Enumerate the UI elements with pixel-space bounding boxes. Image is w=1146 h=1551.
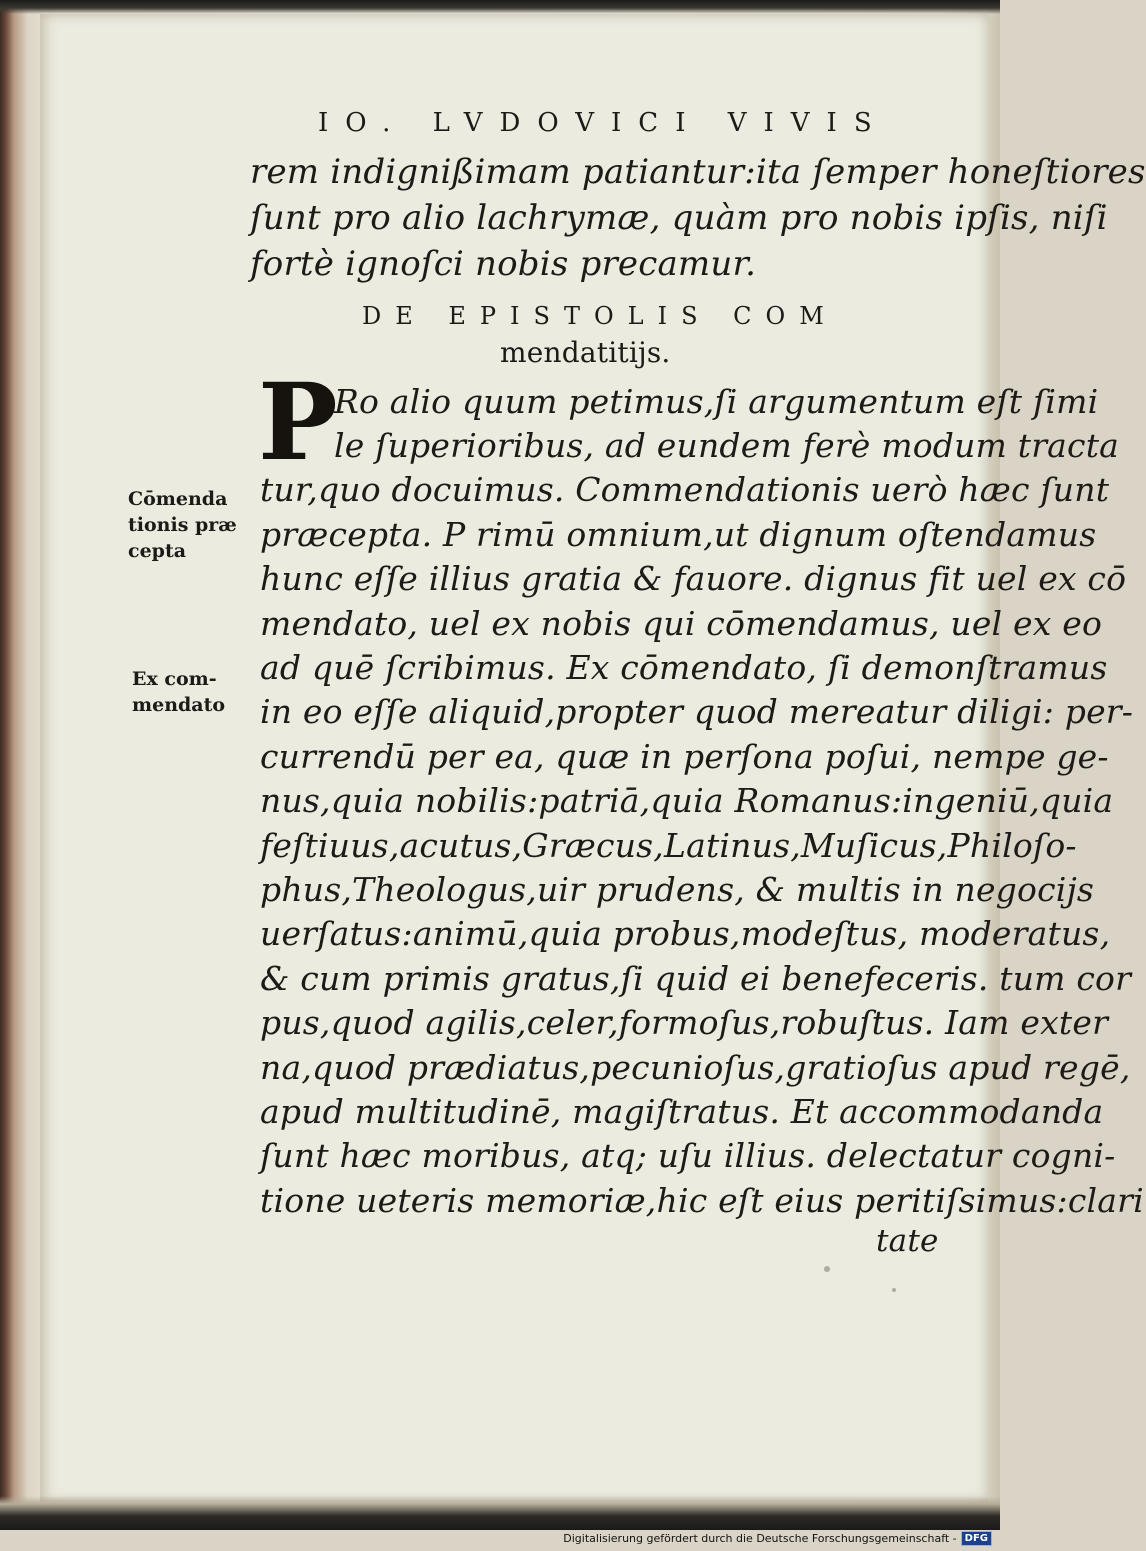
body-line: uerſatus:animū,quia probus,modeſtus, moderatus, bbox=[260, 914, 1111, 953]
body-line: mendato, uel ex nobis qui cōmendamus, uel ex eo bbox=[260, 604, 1103, 643]
section-heading-continuation: mendatitijs. bbox=[500, 336, 671, 369]
body-line: nus,quia nobilis:patriā,quia Romanus:ingeniū,quia bbox=[260, 781, 1114, 820]
body-line: feſtiuus,acutus,Græcus,Latinus,Muſicus,Philoſo- bbox=[260, 826, 1077, 865]
section-heading: DE EPISTOLIS COM bbox=[362, 302, 838, 330]
ink-spot bbox=[892, 1288, 896, 1292]
body-line: tur,quo docuimus. Commendationis uerò hæc ſunt bbox=[260, 470, 1110, 509]
body-line: phus,Theologus,uir prudens, & multis in negocijs bbox=[260, 870, 1095, 909]
catchword: tate bbox=[876, 1223, 939, 1259]
body-line: ad quē ſcribimus. Ex cōmendato, ſi demonſtramus bbox=[260, 648, 1108, 687]
ink-spot bbox=[824, 1266, 830, 1272]
marginal-line: tionis præ bbox=[128, 514, 237, 536]
body-line: currendū per ea, quæ in perſona poſui, nempe ge- bbox=[260, 737, 1109, 776]
marginal-note bbox=[128, 486, 237, 564]
marginal-line: mendato bbox=[132, 694, 226, 716]
footer-credit bbox=[563, 1531, 992, 1546]
body-line: pus,quod agilis,celer,formoſus,robuſtus. Iam exter bbox=[260, 1003, 1109, 1042]
body-line: apud multitudinē, magiſtratus. Et accommodanda bbox=[260, 1092, 1104, 1131]
carry-over-line: ſunt pro alio lachrymæ, quàm pro nobis ipſis, niſi bbox=[250, 198, 1108, 238]
body-line: tione ueteris memoriæ,hic eſt eius peritiſsimus:clari bbox=[260, 1181, 1144, 1220]
body-line: le ſuperioribus, ad eundem ferè modum tracta bbox=[334, 426, 1120, 465]
body-line: na,quod prædiatus,pecunioſus,gratioſus apud regē, bbox=[260, 1048, 1131, 1087]
drop-capital: P bbox=[258, 359, 338, 484]
carry-over-line: fortè ignoſci nobis precamur. bbox=[250, 244, 757, 284]
body-line: ſunt hæc moribus, atq; uſu illius. delectatur cogni- bbox=[260, 1136, 1116, 1175]
body-line: & cum primis gratus,ſi quid ei benefeceris. tum cor bbox=[260, 959, 1132, 998]
body-line: hunc eſſe illius gratia & fauore. dignus fit uel ex cō bbox=[260, 559, 1127, 598]
marginal-line: Ex com- bbox=[132, 668, 217, 690]
dfg-logo-icon: DFG bbox=[961, 1531, 992, 1546]
body-line: in eo eſſe aliquid,propter quod mereatur diligi: per- bbox=[260, 692, 1134, 731]
carry-over-line: rem indignißimam patiantur:ita ſemper honeſtiores bbox=[250, 152, 1146, 192]
marginal-line: Cōmenda bbox=[128, 488, 228, 510]
marginal-line: cepta bbox=[128, 540, 187, 562]
footer-text: Digitalisierung gefördert durch die Deutsche Forschungsgemeinschaft - bbox=[563, 1532, 957, 1545]
body-line: præcepta. P rimū omnium,ut dignum oſtendamus bbox=[260, 515, 1097, 554]
running-head: IO. LVDOVICI VIVIS bbox=[318, 108, 889, 138]
marginal-note bbox=[132, 666, 225, 718]
body-line: Ro alio quum petimus,ſi argumentum eſt ſimi bbox=[334, 382, 1099, 421]
